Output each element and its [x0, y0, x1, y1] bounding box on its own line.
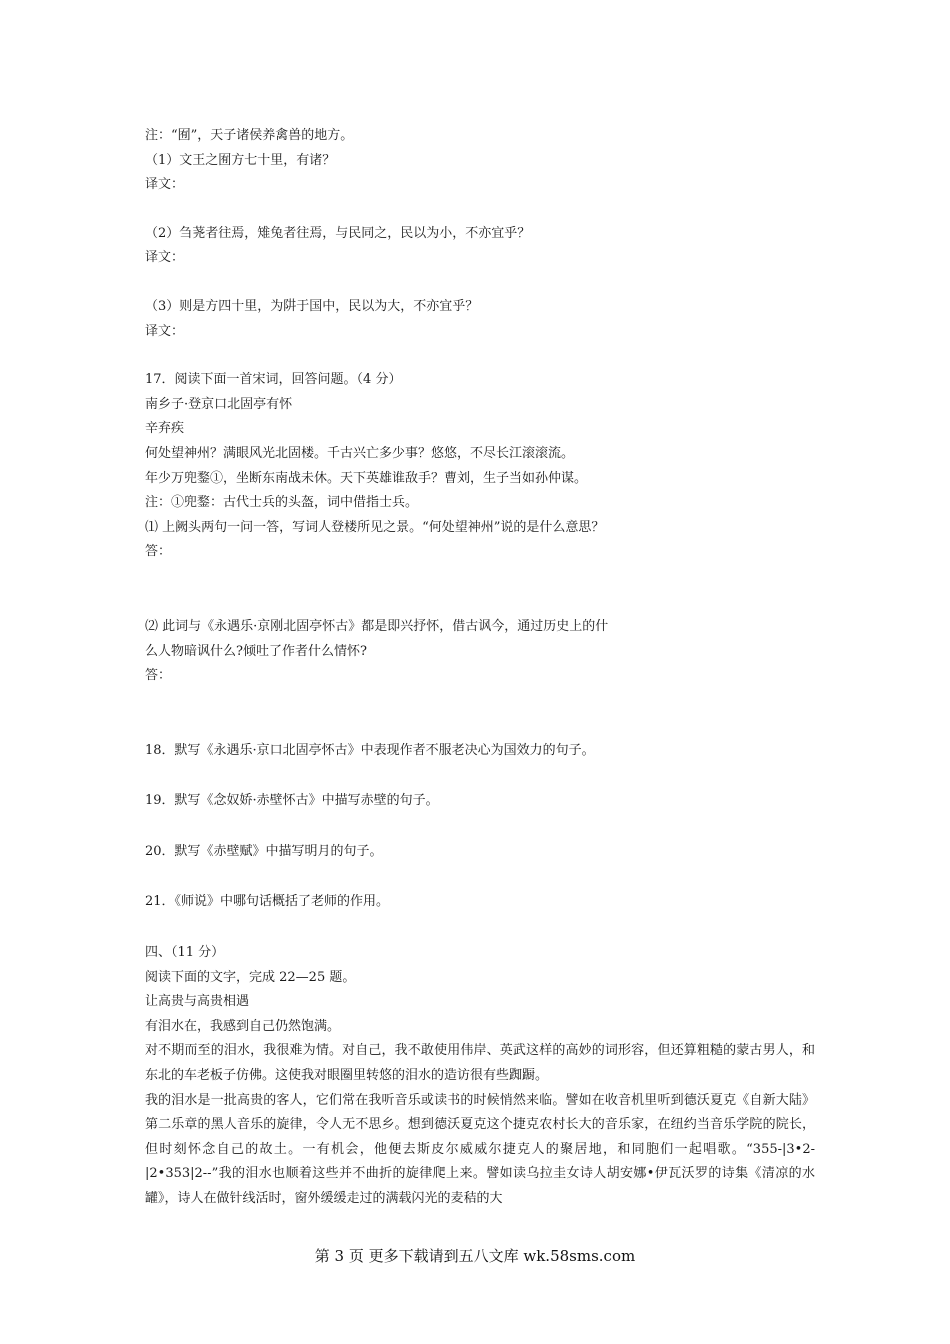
- question-17-1: ⑴ 上阙头两句一问一答，写词人登楼所见之景。“何处望神州”说的是什么意思？: [145, 519, 605, 535]
- reading-instruction: 阅读下面的文字，完成 22—25 题。: [145, 969, 356, 985]
- article-paragraph-2: 对不期而至的泪水，我很难为情。对自己，我不敢使用伟岸、英武这样的高妙的词形容，但还算粗糙的蒙古男人，和东北的车老板子仿佛。这使我对眼圈里转悠的泪水的造访很有些踟蹰。: [145, 1043, 815, 1084]
- article-paragraph-1: 有泪水在，我感到自己仍然饱满。: [145, 1018, 341, 1034]
- poem-line-1: 何处望神州？满眼风光北固楼。千古兴亡多少事？悠悠，不尽长江滚滚流。: [145, 445, 575, 461]
- translation-label-1: 译文：: [145, 177, 185, 193]
- question-17-2-part1: ⑵ 此词与《永遇乐·京刚北固亭怀古》都是即兴抒怀，借古讽今，通过历史上的什: [145, 618, 609, 634]
- question-17-2-part2: 么人物暗讽什么?倾吐了作者什么情怀?: [145, 643, 367, 659]
- question-17-heading: 17．阅读下面一首宋词，回答问题。（4 分）: [145, 372, 402, 388]
- question-20: 20．默写《赤壁赋》中描写明月的句子。: [145, 843, 383, 859]
- question-16-1: （1）文王之囿方七十里，有诸？: [145, 152, 336, 168]
- poem-line-2: 年少万兜鍪①，坐断东南战未休。天下英雄谁敌手？曹刘，生子当如孙仲谋。: [145, 470, 588, 486]
- question-16-3: （3）则是方四十里，为阱于国中，民以为大，不亦宜乎？: [145, 298, 479, 314]
- section-four-heading: 四、（11 分）: [145, 945, 225, 961]
- page-footer: 第 3 页 更多下载请到五八文库 wk.58sms.com: [314, 1247, 636, 1265]
- answer-label-1: 答：: [145, 544, 172, 560]
- document-body: [145, 124, 815, 1212]
- answer-label-2: 答：: [145, 668, 172, 684]
- question-21: 21．《师说》中哪句话概括了老师的作用。: [145, 894, 390, 910]
- question-19: 19．默写《念奴娇·赤壁怀古》中描写赤壁的句子。: [145, 793, 439, 809]
- translation-label-3: 译文：: [145, 323, 185, 339]
- translation-label-2: 译文：: [145, 250, 185, 266]
- question-16-2: （2）刍荛者往焉，雉兔者往焉，与民同之，民以为小，不亦宜乎？: [145, 225, 531, 241]
- article-paragraph-3: 我的泪水是一批高贵的客人，它们常在我听音乐或读书的时候悄然来临。譬如在收音机里听到德沃夏克《自新大陆》第二乐章的黑人音乐的旋律，令人无不思乡。想到德沃夏克这个捷克农村长大的音乐家，在纽约当音乐学院的院长，但时刻怀念自己的故土。一有机会，他便去斯皮尔威威尔捷克人的聚居地，和同胞们一起唱歌。“355-|3•2-|2•353|2--”我的泪水也顺着这些并不曲折的旋律爬上来。譬如读乌拉圭女诗人胡安娜•伊瓦沃罗的诗集《清凉的水罐》，诗人在做针线活时，窗外缓缓走过的满载闪光的麦秸的大: [145, 1092, 815, 1206]
- poem-author: 辛弃疾: [145, 421, 185, 437]
- poem-title: 南乡子·登京口北固亭有怀: [145, 396, 293, 412]
- article-title: 让高贵与高贵相遇: [145, 994, 250, 1010]
- poem-note: 注：①兜鍪：古代士兵的头盔，词中借指士兵。: [145, 495, 419, 511]
- note-line: 注：“囿”，天子诸侯养禽兽的地方。: [145, 128, 354, 143]
- question-18: 18．默写《永遇乐·京口北固亭怀古》中表现作者不服老决心为国效力的句子。: [145, 742, 595, 758]
